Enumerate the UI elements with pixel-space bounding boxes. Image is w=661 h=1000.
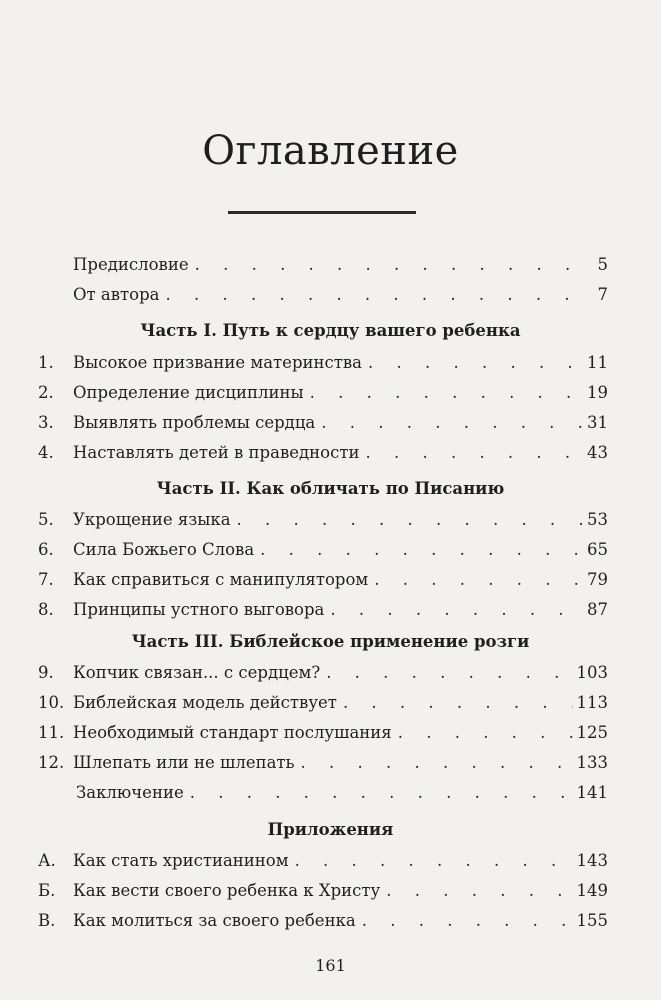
entry-page: 79 xyxy=(587,570,608,589)
page-title: Оглавление xyxy=(202,128,459,174)
entry-label: Принципы устного выговора xyxy=(73,600,325,619)
entry-number: 7. xyxy=(38,570,54,589)
entry-page: 31 xyxy=(587,413,608,432)
entry-page: 143 xyxy=(576,851,608,870)
toc-entry[interactable] xyxy=(38,535,608,565)
toc-entry[interactable] xyxy=(38,688,608,718)
entry-number: 5. xyxy=(38,510,54,529)
entry-label: Заключение xyxy=(76,783,184,802)
dot-leader xyxy=(374,565,583,595)
entry-label: Как стать христианином xyxy=(73,851,289,870)
entry-label: Как молиться за своего ребенка xyxy=(73,911,356,930)
toc-entry[interactable] xyxy=(38,876,608,906)
title-underline xyxy=(228,211,416,214)
dot-leader xyxy=(310,378,583,408)
toc-entry-conclusion[interactable] xyxy=(38,778,608,808)
toc-entry[interactable] xyxy=(38,748,608,778)
part-heading-3[interactable]: Часть III. Библейское применение розги xyxy=(131,632,530,651)
entry-label: Выявлять проблемы сердца xyxy=(73,413,316,432)
entry-page: 53 xyxy=(587,510,608,529)
entry-page: 133 xyxy=(576,753,608,772)
entry-number: 8. xyxy=(38,600,54,619)
toc-entry[interactable] xyxy=(38,595,608,625)
entry-page: 103 xyxy=(576,663,608,682)
entry-page: 149 xyxy=(576,881,608,900)
entry-label: Предисловие xyxy=(73,255,189,274)
dot-leader xyxy=(260,535,583,565)
entry-number: 1. xyxy=(38,353,54,372)
dot-leader xyxy=(398,718,573,748)
entry-page: 155 xyxy=(576,911,608,930)
toc-entry[interactable] xyxy=(38,658,608,688)
entry-page: 125 xyxy=(576,723,608,742)
dot-leader xyxy=(368,348,583,378)
dot-leader xyxy=(326,658,572,688)
entry-label: Как справиться с манипулятором xyxy=(73,570,369,589)
part-heading-2[interactable]: Часть II. Как обличать по Писанию xyxy=(156,479,505,498)
entry-number: 6. xyxy=(38,540,54,559)
entry-label: Библейская модель действует xyxy=(73,693,337,712)
entry-page: 43 xyxy=(587,443,608,462)
entry-label: Шлепать или не шлепать xyxy=(73,753,295,772)
entry-label: Как вести своего ребенка к Христу xyxy=(73,881,381,900)
part-heading-appendices[interactable]: Приложения xyxy=(267,820,394,839)
entry-number: 11. xyxy=(38,723,65,742)
dot-leader xyxy=(190,778,573,808)
toc-entry[interactable] xyxy=(38,846,608,876)
dot-leader xyxy=(166,280,594,310)
entry-number: 10. xyxy=(38,693,65,712)
toc-entry[interactable] xyxy=(38,505,608,535)
entry-number: 4. xyxy=(38,443,54,462)
entry-page: 11 xyxy=(587,353,608,372)
toc-entry[interactable] xyxy=(38,438,608,468)
dot-leader xyxy=(237,505,583,535)
entry-page: 141 xyxy=(576,783,608,802)
toc-entry[interactable] xyxy=(38,408,608,438)
entry-label: Необходимый стандарт послушания xyxy=(73,723,392,742)
entry-page: 113 xyxy=(576,693,608,712)
entry-page: 65 xyxy=(587,540,608,559)
entry-label: От автора xyxy=(73,285,160,304)
entry-label: Высокое призвание материнства xyxy=(73,353,362,372)
dot-leader xyxy=(321,408,583,438)
toc-entry-preface[interactable] xyxy=(38,250,608,280)
dot-leader xyxy=(386,876,572,906)
entry-number: 2. xyxy=(38,383,54,402)
toc-entry[interactable] xyxy=(38,348,608,378)
page-number: 161 xyxy=(315,956,346,975)
entry-page: 5 xyxy=(597,255,608,274)
entry-number: В. xyxy=(38,911,56,930)
part-heading-1[interactable]: Часть I. Путь к сердцу вашего ребенка xyxy=(140,321,521,340)
entry-page: 7 xyxy=(597,285,608,304)
toc-entry[interactable] xyxy=(38,906,608,936)
toc-entry-from-author[interactable] xyxy=(38,280,608,310)
entry-label: Определение дисциплины xyxy=(73,383,304,402)
entry-page: 19 xyxy=(587,383,608,402)
entry-number: Б. xyxy=(38,881,56,900)
toc-entry[interactable] xyxy=(38,718,608,748)
dot-leader xyxy=(330,595,583,625)
dot-leader xyxy=(301,748,573,778)
entry-label: Укрощение языка xyxy=(73,510,231,529)
entry-label: Сила Божьего Слова xyxy=(73,540,255,559)
dot-leader xyxy=(365,438,583,468)
entry-number: 3. xyxy=(38,413,54,432)
dot-leader xyxy=(195,250,594,280)
dot-leader xyxy=(295,846,573,876)
dot-leader xyxy=(343,688,573,718)
entry-label: Наставлять детей в праведности xyxy=(73,443,360,462)
entry-number: 9. xyxy=(38,663,54,682)
toc-entry[interactable] xyxy=(38,378,608,408)
entry-number: А. xyxy=(38,851,56,870)
entry-number: 12. xyxy=(38,753,65,772)
dot-leader xyxy=(362,906,573,936)
entry-label: Копчик связан... с сердцем? xyxy=(73,663,321,682)
toc-entry[interactable] xyxy=(38,565,608,595)
entry-page: 87 xyxy=(587,600,608,619)
